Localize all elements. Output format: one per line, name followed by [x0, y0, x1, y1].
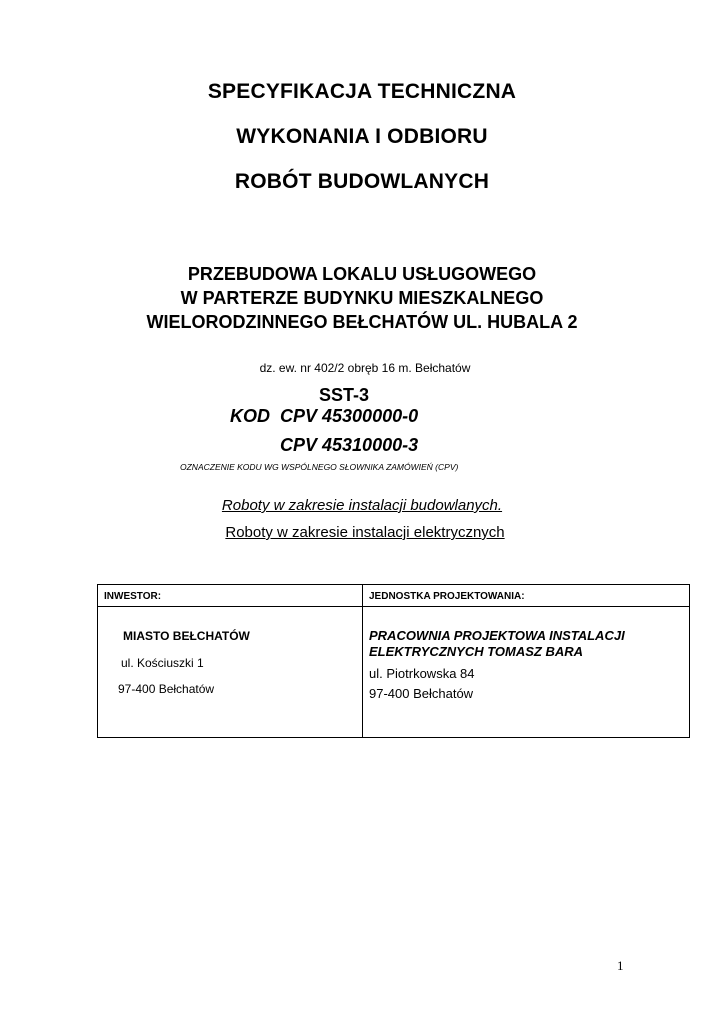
project-subject [0, 262, 724, 334]
investor-header: INWESTOR: [104, 591, 162, 602]
designer-name: PRACOWNIA PROJEKTOWA INSTALACJI ELEKTRYCZNYCH TOMASZ BARA [369, 628, 625, 659]
designer-city: 97-400 Bełchatów [369, 686, 474, 701]
investor-street: ul. Kościuszki 1 [121, 656, 204, 670]
title-line-3: ROBÓT BUDOWLANYCH [234, 170, 490, 193]
scope-line-2: Roboty w zakresie instalacji elektrycznych [225, 524, 505, 541]
parties-table [97, 584, 690, 738]
document-title [0, 80, 724, 215]
subject-line-3: WIELORODZINNEGO BEŁCHATÓW UL. HUBALA 2 [146, 312, 578, 332]
cpv-note: OZNACZENIE KODU WG WSPÓLNEGO SŁOWNIKA ZAMÓWIEŃ (CPV) [180, 462, 459, 472]
title-line-2: WYKONANIA I ODBIORU [236, 125, 488, 148]
cpv-code-primary: KOD CPV 45300000-0 [230, 406, 419, 426]
subject-line-1: PRZEBUDOWA LOKALU USŁUGOWEGO [187, 264, 537, 284]
subject-line-2: W PARTERZE BUDYNKU MIESZKALNEGO [180, 288, 544, 308]
designer-street: ul. Piotrkowska 84 [369, 666, 475, 681]
title-line-1: SPECYFIKACJA TECHNICZNA [207, 80, 517, 103]
investor-name: MIASTO BEŁCHATÓW [123, 629, 250, 643]
sst-code: SST-3 [319, 385, 370, 405]
cpv-code-secondary: CPV 45310000-3 [280, 435, 419, 455]
designer-header: JEDNOSTKA PROJEKTOWANIA: [369, 591, 525, 602]
page-number: 1 [617, 958, 624, 973]
table-column-divider [362, 585, 363, 737]
table-row-divider [98, 606, 689, 607]
parcel-info: dz. ew. nr 402/2 obręb 16 m. Bełchatów [259, 361, 471, 375]
investor-city: 97-400 Bełchatów [118, 682, 215, 696]
scope-line-1: Roboty w zakresie instalacji budowlanych. [221, 497, 503, 514]
